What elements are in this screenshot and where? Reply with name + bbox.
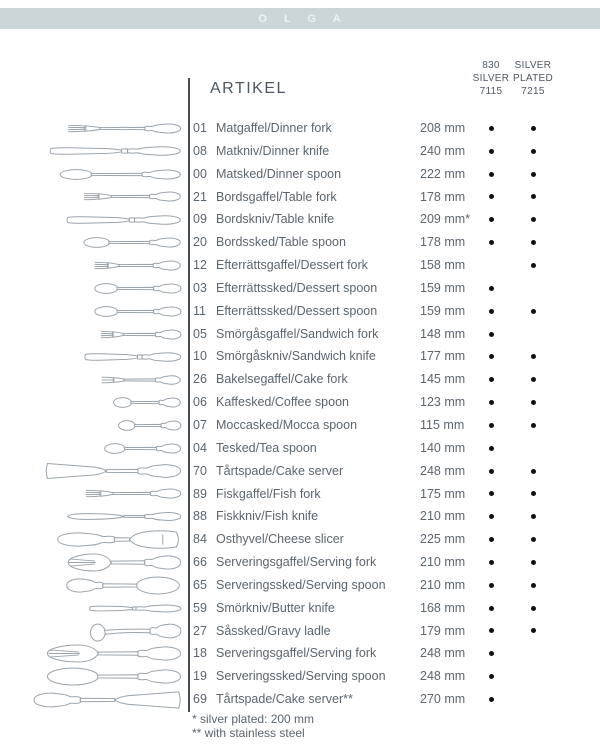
cake-fork-icon — [26, 368, 181, 391]
item-size: 248 mm — [420, 669, 466, 684]
dot-silver-plated — [531, 354, 536, 359]
dot-silver-plated — [531, 628, 536, 633]
dot-830-silver — [489, 149, 494, 154]
item-number: 69 — [193, 692, 207, 707]
item-name: Efterrättsgaffel/Dessert fork — [216, 258, 368, 273]
knife-icon — [26, 345, 181, 368]
item-number: 12 — [193, 258, 207, 273]
item-name: Serveringssked/Serving spoon — [216, 669, 386, 684]
item-size: 210 mm — [420, 555, 466, 570]
item-size: 179 mm — [420, 623, 466, 638]
item-size: 225 mm — [420, 532, 466, 547]
table-row — [0, 483, 600, 506]
knife-icon — [26, 208, 181, 231]
table-row — [0, 688, 600, 711]
table-row — [0, 551, 600, 574]
dot-silver-plated — [531, 149, 536, 154]
table-row — [0, 254, 600, 277]
table-row — [0, 391, 600, 414]
table-row — [0, 163, 600, 186]
footnote-silver-plated: * silver plated: 200 mm — [192, 712, 315, 726]
item-name: Serveringssked/Serving spoon — [216, 577, 386, 592]
item-number: 70 — [193, 463, 207, 478]
spoon-icon — [26, 231, 181, 254]
dot-830-silver — [489, 469, 494, 474]
table-row — [0, 277, 600, 300]
item-number: 09 — [193, 212, 207, 227]
item-size: 158 mm — [420, 258, 466, 273]
column-header-silver-plated: SILVER PLATED 7215 — [513, 60, 553, 97]
item-number: 89 — [193, 486, 207, 501]
brand-bar — [0, 8, 600, 29]
item-number: 84 — [193, 532, 207, 547]
dot-830-silver — [489, 583, 494, 588]
item-size: 178 mm — [420, 235, 466, 250]
fork-icon — [26, 483, 181, 506]
item-name: Smörgåsgaffel/Sandwich fork — [216, 326, 379, 341]
table-row — [0, 597, 600, 620]
butter-knife-icon — [26, 597, 181, 620]
item-number: 05 — [193, 326, 207, 341]
item-size: 175 mm — [420, 486, 466, 501]
item-number: 66 — [193, 555, 207, 570]
item-size: 178 mm — [420, 189, 466, 204]
dot-silver-plated — [531, 560, 536, 565]
table-row — [0, 460, 600, 483]
item-size: 148 mm — [420, 326, 466, 341]
table-row — [0, 642, 600, 665]
table-row — [0, 140, 600, 163]
dot-830-silver — [489, 354, 494, 359]
brand-title: O L G A — [258, 12, 348, 25]
item-number: 00 — [193, 166, 207, 181]
item-name: Serveringsgaffel/Serving fork — [216, 646, 377, 661]
dot-830-silver — [489, 194, 494, 199]
table-row — [0, 574, 600, 597]
item-size: 208 mm — [420, 121, 466, 135]
item-size: 248 mm — [420, 646, 466, 661]
fork-icon — [26, 117, 181, 140]
item-name: Osthyvel/Cheese slicer — [216, 532, 344, 547]
table-row — [0, 368, 600, 391]
item-number: 65 — [193, 577, 207, 592]
table-row — [0, 231, 600, 254]
dot-silver-plated — [531, 217, 536, 222]
dot-silver-plated — [531, 240, 536, 245]
spoon-icon — [26, 277, 181, 300]
dot-silver-plated — [531, 172, 536, 177]
item-name: Moccasked/Mocca spoon — [216, 417, 358, 432]
item-size: 210 mm — [420, 577, 466, 592]
serving-spoon-handle-left-icon — [26, 574, 181, 597]
item-name: Tesked/Tea spoon — [216, 440, 317, 455]
item-size: 248 mm — [420, 463, 466, 478]
spoon-icon — [26, 414, 181, 437]
item-size: 270 mm — [420, 692, 466, 707]
item-size: 240 mm — [420, 143, 466, 158]
item-number: 10 — [193, 349, 207, 364]
table-row — [0, 414, 600, 437]
item-name: Bordssked/Table spoon — [216, 235, 346, 250]
dot-silver-plated — [531, 423, 536, 428]
item-name: Efterrättssked/Dessert spoon — [216, 303, 378, 318]
dot-830-silver — [489, 377, 494, 382]
dot-830-silver — [489, 674, 494, 679]
item-name: Tårtspade/Cake server** — [216, 692, 353, 707]
fork-icon — [26, 323, 181, 346]
table-row — [0, 528, 600, 551]
dot-silver-plated — [531, 491, 536, 496]
item-number: 88 — [193, 509, 207, 524]
dot-830-silver — [489, 217, 494, 222]
dot-830-silver — [489, 309, 494, 314]
table-row — [0, 505, 600, 528]
spoon-icon — [26, 437, 181, 460]
item-size: 115 mm — [420, 417, 465, 432]
cheese-slicer-handle-left-icon — [26, 528, 181, 551]
table-row — [0, 665, 600, 688]
dot-silver-plated — [531, 400, 536, 405]
serving-spoon-icon — [26, 665, 181, 688]
item-size: 222 mm — [420, 166, 466, 181]
dot-830-silver — [489, 126, 494, 131]
dot-silver-plated — [531, 126, 536, 131]
item-name: Serveringsgaffel/Serving fork — [216, 555, 377, 570]
item-number: 07 — [193, 417, 207, 432]
rows — [0, 117, 600, 711]
fork-icon — [26, 186, 181, 209]
footnotes — [192, 713, 314, 740]
dot-830-silver — [489, 697, 494, 702]
item-name: Tårtspade/Cake server — [216, 463, 344, 478]
item-size: 210 mm — [420, 509, 466, 524]
item-number: 20 — [193, 235, 207, 250]
spoon-icon — [26, 163, 181, 186]
table-row — [0, 437, 600, 460]
dot-830-silver — [489, 560, 494, 565]
dot-silver-plated — [531, 194, 536, 199]
table-row — [0, 620, 600, 643]
item-number: 18 — [193, 646, 207, 661]
dot-830-silver — [489, 651, 494, 656]
table-row — [0, 300, 600, 323]
item-number: 26 — [193, 372, 207, 387]
spoon-icon — [26, 391, 181, 414]
dot-830-silver — [489, 628, 494, 633]
dot-830-silver — [489, 240, 494, 245]
table-row — [0, 345, 600, 368]
fish-knife-icon — [26, 505, 181, 528]
table-title: ARTIKEL — [210, 80, 287, 97]
column-header-830-silver: 830 SILVER 7115 — [472, 60, 510, 97]
item-number: 06 — [193, 395, 207, 410]
dot-830-silver — [489, 606, 494, 611]
item-number: 11 — [193, 303, 206, 318]
dot-830-silver — [489, 286, 494, 291]
table-row — [0, 323, 600, 346]
item-size: 140 mm — [420, 440, 466, 455]
footnote-stainless: ** with stainless steel — [192, 725, 305, 740]
item-size: 123 mm — [420, 395, 466, 410]
item-name: Fiskgaffel/Fish fork — [216, 486, 321, 501]
spoon-icon — [26, 300, 181, 323]
dot-830-silver — [489, 400, 494, 405]
item-size: 159 mm — [420, 280, 466, 295]
item-number: 04 — [193, 440, 207, 455]
item-size: 159 mm — [420, 303, 466, 318]
cake-server-icon — [26, 460, 181, 483]
item-name: Bordskniv/Table knife — [216, 212, 335, 227]
dot-830-silver — [489, 514, 494, 519]
item-size: 209 mm* — [420, 212, 471, 227]
item-number: 59 — [193, 600, 207, 615]
gravy-ladle-icon — [26, 620, 181, 643]
item-name: Fiskkniv/Fish knife — [216, 509, 319, 524]
item-name: Kaffesked/Coffee spoon — [216, 395, 349, 410]
cake-server-handle-left-icon — [26, 688, 181, 711]
dot-830-silver — [489, 491, 494, 496]
knife-icon — [26, 140, 181, 163]
item-name: Smörgåskniv/Sandwich knife — [216, 349, 376, 364]
dot-silver-plated — [531, 537, 536, 542]
item-number: 19 — [193, 669, 207, 684]
item-number: 21 — [193, 189, 207, 204]
item-name: Smörkniv/Butter knife — [216, 600, 335, 615]
dot-silver-plated — [531, 514, 536, 519]
item-name: Efterrättssked/Dessert spoon — [216, 280, 378, 295]
dot-silver-plated — [531, 583, 536, 588]
item-name: Bordsgaffel/Table fork — [216, 189, 337, 204]
fork-icon — [26, 254, 181, 277]
item-number: 01 — [193, 121, 207, 135]
dot-silver-plated — [531, 377, 536, 382]
serving-fork-icon — [26, 642, 181, 665]
item-size: 168 mm — [420, 600, 466, 615]
dot-silver-plated — [531, 606, 536, 611]
item-name: Matgaffel/Dinner fork — [216, 121, 332, 135]
item-size: 177 mm — [420, 349, 466, 364]
table-row — [0, 117, 600, 140]
table-row — [0, 208, 600, 231]
table-row — [0, 186, 600, 209]
item-number: 08 — [193, 143, 207, 158]
item-name: Matkniv/Dinner knife — [216, 143, 330, 158]
dot-830-silver — [489, 446, 494, 451]
item-number: 03 — [193, 280, 207, 295]
item-name: Såssked/Gravy ladle — [216, 623, 331, 638]
item-name: Bakelsegaffel/Cake fork — [216, 372, 348, 387]
item-name: Matsked/Dinner spoon — [216, 166, 342, 181]
item-size: 145 mm — [420, 372, 466, 387]
dot-silver-plated — [531, 263, 536, 268]
item-number: 27 — [193, 623, 207, 638]
dot-silver-plated — [531, 309, 536, 314]
dot-830-silver — [489, 172, 494, 177]
dot-830-silver — [489, 537, 494, 542]
dot-silver-plated — [531, 469, 536, 474]
serving-fork-icon — [26, 551, 181, 574]
dot-830-silver — [489, 332, 494, 337]
dot-830-silver — [489, 423, 494, 428]
